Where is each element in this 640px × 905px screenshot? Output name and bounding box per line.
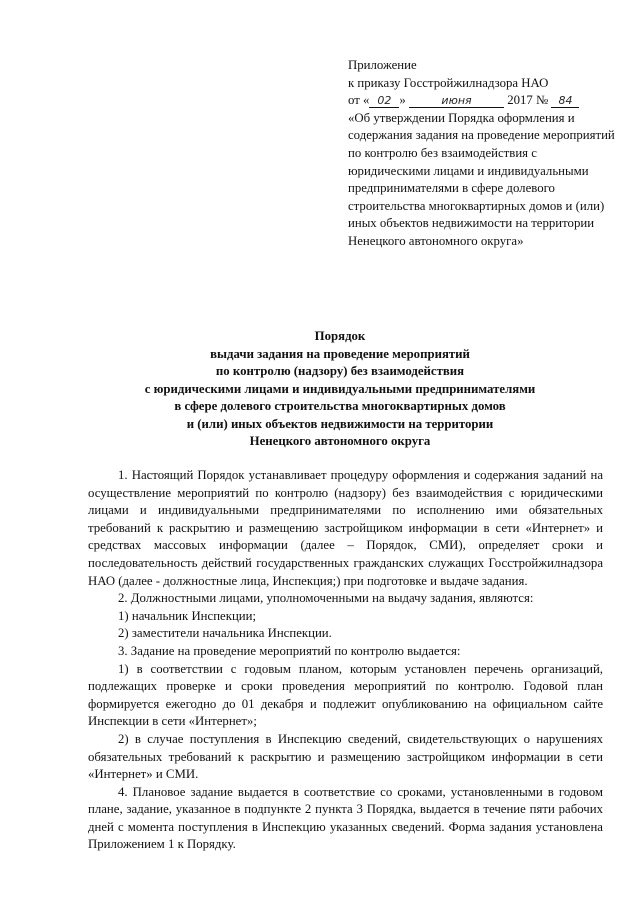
handwritten-order-number: 84 [551, 94, 579, 108]
title-line-4: с юридическими лицами и индивидуальными предпринимателями [144, 381, 536, 396]
appendix-header [348, 57, 618, 251]
list-item-1: 1) начальник Инспекции; [118, 608, 257, 623]
title-line-2: выдачи задания на проведение мероприятий [210, 346, 470, 361]
handwritten-month: июня [409, 94, 504, 108]
paragraph-4: 4. Плановое задание выдается в соответствие со сроками, установленными в годовом плане, задание, указанное в подпункте 2 пункта 3 Порядка, выдается в течение пяти рабочих дней с момента поступления в Инспекцию указанных сведений. Форма задания установлена Приложением 1 к Порядку. [88, 784, 603, 852]
title-line-6: и (или) иных объектов недвижимости на территории [186, 416, 494, 431]
date-prefix: от « [348, 93, 370, 108]
title-line-3: по контролю (надзору) без взаимодействия [215, 364, 465, 378]
handwritten-day: 02 [369, 94, 399, 108]
list-item-2: 2) заместители начальника Инспекции. [118, 626, 332, 641]
date-year: 2017 № [507, 93, 549, 108]
appendix-label: Приложение [348, 58, 417, 72]
date-mid: » [399, 93, 406, 108]
appendix-description: «Об утверждении Порядка оформления и содержания задания на проведение мероприятий по контролю без взаимодействия с юридическими лицами и индивидуальными предпринимателями в сфере долевого строительства многоквартирных домов и (или) иных объектов недвижимости на территории Ненецкого автономного округа» [348, 110, 615, 248]
paragraph-3: 3. Задание на проведение мероприятий по контролю выдается: [118, 643, 461, 658]
title-line-5: в сфере долевого строительства многоквартирных домов [174, 399, 506, 413]
title-line-1: Порядок [314, 329, 366, 343]
appendix-order-reference: к приказу Госстройжилнадзора НАО [348, 75, 549, 90]
document-body [88, 467, 603, 854]
document-title [90, 328, 590, 451]
list-item-3-1: 1) в соответствии с годовым планом, которым установлен перечень организаций, подлежащих проверке и сроки проведения мероприятий по контролю. Годовой план формируется ежегодно до 01 декабря и подлежит опубликованию на официальном сайте Инспекции в сети «Интернет»; [88, 661, 603, 729]
list-item-3-2: 2) в случае поступления в Инспекцию сведений, свидетельствующих о нарушениях обязательных требований к раскрытию и размещению застройщиком информации в сети «Интернет» и СМИ. [88, 731, 603, 782]
paragraph-2: 2. Должностными лицами, уполномоченными на выдачу задания, являются: [118, 591, 534, 606]
title-line-7: Ненецкого автономного округа [249, 434, 431, 448]
paragraph-1: 1. Настоящий Порядок устанавливает процедуру оформления и содержания заданий на осуществление мероприятий по контролю (надзору) без взаимодействия с юридическими лицами и индивидуальными предпринимателями по исполнению ими обязательных требований к раскрытию и размещению застройщиком информации в сети «Интернет» и средствах массовых информации (далее – Порядок, СМИ), определяет сроки и последовательность действий государственных гражданских служащих Госстройжилнадзора НАО (далее - должностные лица, Инспекция;) при подготовке и выдаче задания. [88, 468, 603, 588]
appendix-date-line [348, 92, 618, 110]
